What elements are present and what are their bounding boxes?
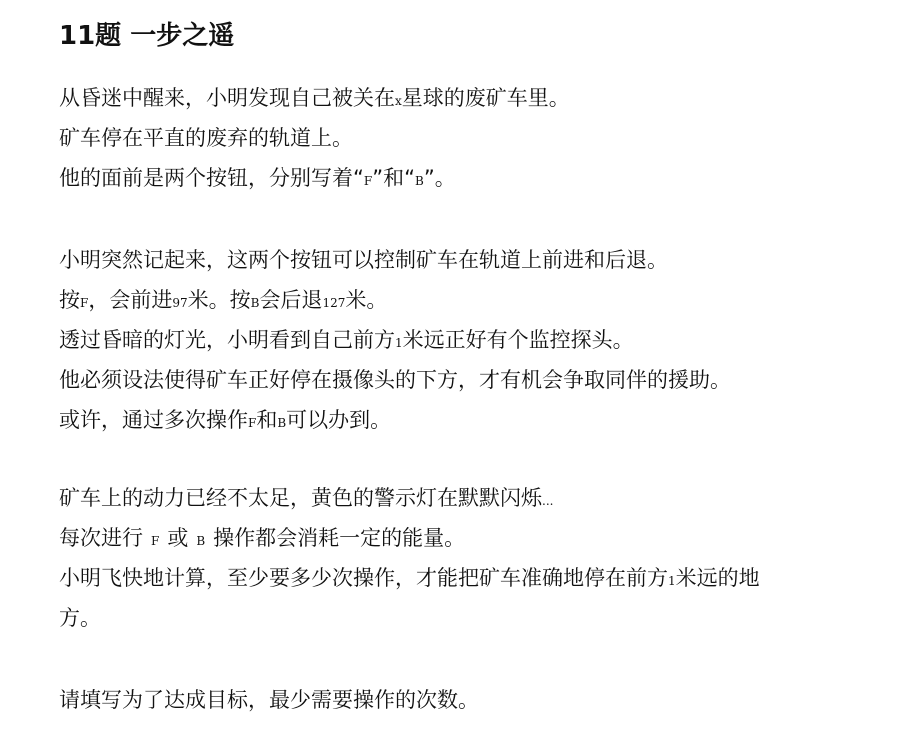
text-line: 方。 [59,606,101,630]
question-line: 请填写为了达成目标，最少需要操作的次数。 [59,688,479,712]
inline-symbol: B [250,296,260,310]
text-line: 小明飞快地计算，至少要多少次操作，才能把矿车准确地停在前方1米远的地 [59,566,760,590]
text-line: 每次进行 F 或 B 操作都会消耗一定的能量。 [59,526,466,550]
text-line: 他必须设法使得矿车正好停在摄像头的下方，才有机会争取同伴的援助。 [59,368,731,392]
inline-number: 1 [395,336,403,350]
inline-number: 1 [668,574,676,588]
inline-symbol: F [248,416,257,430]
text-line: 矿车上的动力已经不太足，黄色的警示灯在默默闪烁... [59,486,554,510]
paragraph-intro [59,78,859,198]
page-title: 11题 一步之遥 [59,21,235,51]
inline-symbol: B [277,416,287,430]
ellipsis: ... [542,494,554,508]
inline-symbol: B [196,534,206,548]
text-line: 他的面前是两个按钮，分别写着“F”和“B”。 [59,166,456,190]
inline-symbol: B [414,174,424,188]
paragraph-constraint [59,478,859,638]
text-line: 小明突然记起来，这两个按钮可以控制矿车在轨道上前进和后退。 [59,248,668,272]
paragraph-question [59,680,859,720]
inline-symbol: F [363,174,373,188]
text-line: 透过昏暗的灯光，小明看到自己前方1米远正好有个监控探头。 [59,328,634,352]
paragraph-rules [59,240,859,440]
inline-symbol: x [395,94,402,108]
text-line: 按F，会前进97米。按B会后退127米。 [59,288,388,312]
text-line: 或许，通过多次操作F和B可以办到。 [59,408,392,432]
inline-number: 127 [322,296,346,310]
inline-symbol: F [151,534,160,548]
inline-number: 97 [172,296,188,310]
text-line: 从昏迷中醒来，小明发现自己被关在x星球的废矿车里。 [59,86,570,110]
text-line: 矿车停在平直的废弃的轨道上。 [59,126,353,150]
inline-symbol: F [80,296,89,310]
